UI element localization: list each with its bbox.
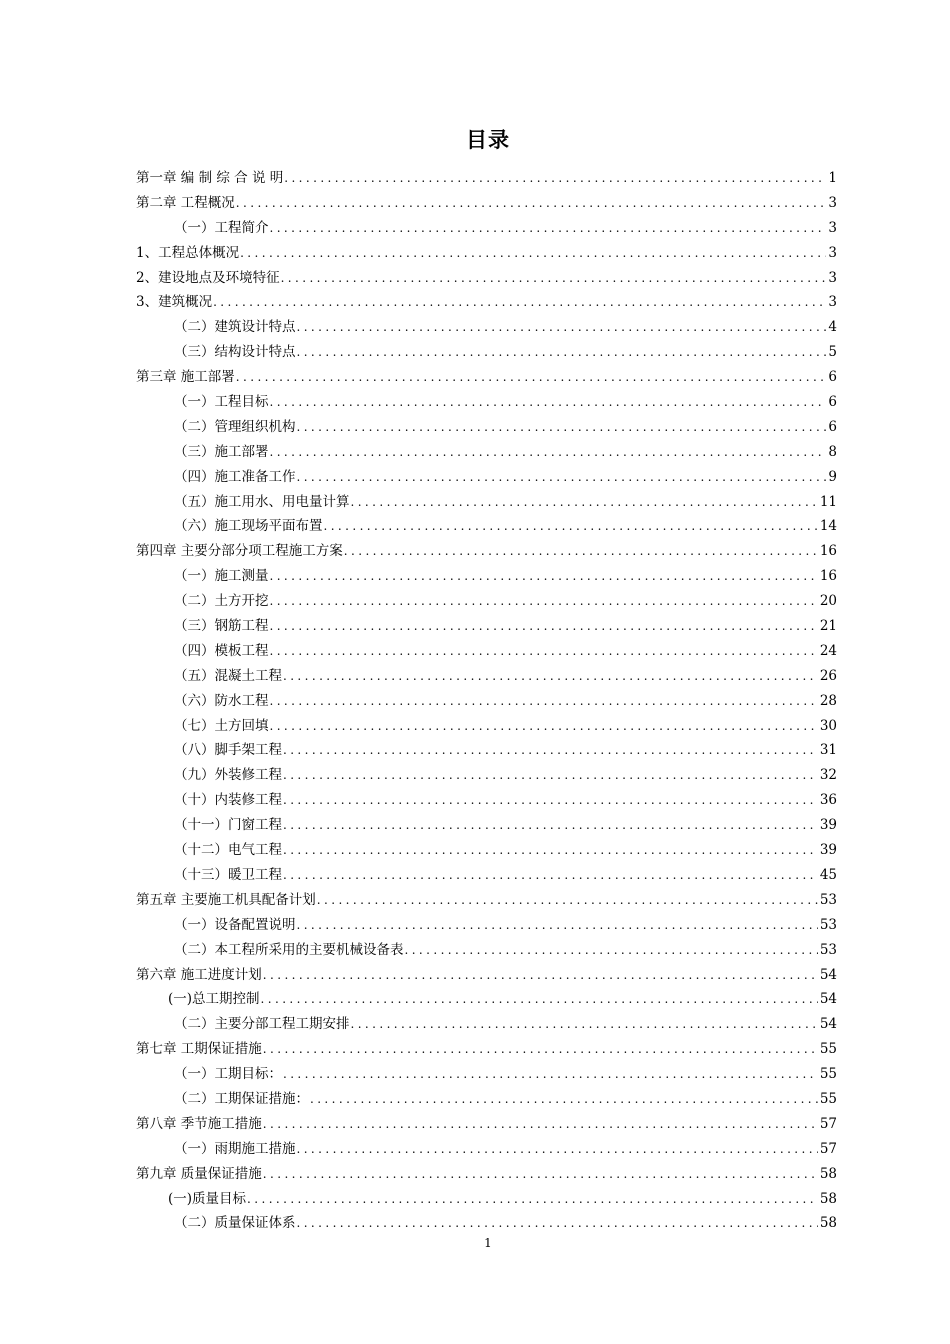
toc-entry[interactable] (136, 365, 837, 390)
toc-entry-page-number: 8 (828, 443, 837, 460)
toc-entry-label: 第一章 编 制 综 合 说 明 (136, 170, 284, 186)
toc-entry-page-number: 53 (819, 916, 837, 933)
toc-entry-label: （九）外装修工程 (174, 767, 282, 784)
toc-entry[interactable] (136, 490, 837, 515)
toc-dot-leader (270, 639, 818, 664)
toc-entry[interactable] (136, 639, 837, 664)
toc-dot-leader (261, 987, 818, 1012)
toc-entry[interactable] (136, 1137, 837, 1162)
toc-entry-page-number: 3 (828, 244, 837, 261)
toc-dot-leader (297, 465, 827, 490)
toc-dot-leader (270, 440, 827, 465)
toc-entry[interactable] (136, 1211, 837, 1236)
toc-entry-label: 第九章 质量保证措施 (136, 1165, 262, 1182)
toc-entry-page-number: 9 (828, 468, 837, 485)
toc-entry-page-number: 16 (819, 543, 837, 560)
toc-entry-label: （十二）电气工程 (174, 842, 282, 859)
toc-entry[interactable] (136, 589, 837, 614)
toc-entry-label: 2、建设地点及环境特征 (136, 269, 280, 286)
toc-entry[interactable] (136, 440, 837, 465)
toc-dot-leader (283, 813, 818, 838)
toc-entry-label: （五）混凝土工程 (174, 667, 282, 684)
toc-entry-label: （七）土方回填 (174, 717, 269, 734)
page-number: 1 (484, 1236, 492, 1250)
toc-entry[interactable] (136, 987, 837, 1012)
toc-dot-leader (297, 415, 827, 440)
toc-entry-label: 第二章 工程概况 (136, 194, 235, 211)
toc-entry-page-number: 53 (819, 891, 837, 908)
toc-dot-leader (270, 614, 818, 639)
toc-entry-label: 第五章 主要施工机具配备计划 (136, 891, 316, 908)
toc-entry-page-number: 6 (828, 394, 837, 411)
toc-entry-label: （一）施工测量 (174, 568, 269, 585)
toc-entry-label: （十三）暖卫工程 (174, 866, 282, 883)
toc-dot-leader (344, 539, 818, 564)
toc-entry-label: （六）施工现场平面布置 (174, 518, 323, 535)
toc-entry[interactable] (136, 863, 837, 888)
toc-dot-leader (240, 241, 826, 266)
toc-dot-leader (297, 1211, 818, 1236)
toc-entry-page-number: 20 (819, 593, 837, 610)
toc-entry[interactable] (136, 714, 837, 739)
toc-dot-leader (317, 888, 818, 913)
toc-entry[interactable] (136, 788, 837, 813)
toc-dot-leader (405, 938, 818, 963)
toc-dot-leader (236, 191, 827, 216)
toc-entry-page-number: 32 (819, 767, 837, 784)
toc-entry-label: （二）管理组织机构 (174, 418, 296, 435)
toc-dot-leader (297, 315, 827, 340)
toc-dot-leader (283, 738, 818, 763)
toc-entry-label: （三）钢筋工程 (174, 618, 269, 635)
toc-entry[interactable] (136, 564, 837, 589)
toc-entry-page-number: 54 (819, 991, 837, 1008)
toc-entry-label: （五）施工用水、用电量计算 (174, 493, 350, 510)
toc-entry-label: （一）工期目标： (174, 1066, 282, 1083)
toc-entry-page-number: 39 (819, 842, 837, 859)
toc-entry-page-number: 24 (819, 642, 837, 659)
toc-entry-page-number: 55 (819, 1066, 837, 1083)
toc-entry-label: 3、建筑概况 (136, 294, 213, 311)
toc-entry[interactable] (136, 465, 837, 490)
toc-entry-page-number: 14 (819, 518, 837, 535)
toc-entry-page-number: 58 (819, 1165, 837, 1182)
toc-entry[interactable] (136, 813, 837, 838)
toc-dot-leader (297, 340, 827, 365)
toc-entry[interactable] (136, 1187, 837, 1212)
toc-entry-page-number: 39 (819, 817, 837, 834)
toc-entry-label: （四）施工准备工作 (174, 468, 296, 485)
toc-entry-page-number: 36 (819, 792, 837, 809)
toc-entry-label: 1、工程总体概况 (136, 244, 240, 261)
toc-entry[interactable] (136, 539, 837, 564)
toc-entry-page-number: 3 (828, 269, 837, 286)
toc-dot-leader (263, 1112, 818, 1137)
toc-entry-page-number: 4 (828, 319, 837, 336)
toc-entry-label: （二）质量保证体系 (174, 1215, 296, 1232)
toc-dot-leader (270, 216, 827, 241)
toc-entry-page-number: 54 (819, 966, 837, 983)
toc-entry-label: 第三章 施工部署 (136, 369, 235, 386)
toc-dot-leader (283, 664, 818, 689)
toc-entry-label: （二）主要分部工程工期安排 (174, 1016, 350, 1033)
toc-entry-page-number: 55 (819, 1041, 837, 1058)
toc-entry[interactable] (136, 216, 837, 241)
toc-entry[interactable] (136, 191, 837, 216)
toc-dot-leader (297, 1137, 818, 1162)
toc-entry[interactable] (136, 1112, 837, 1137)
toc-dot-leader (283, 838, 818, 863)
toc-dot-leader (247, 1187, 818, 1212)
toc-entry[interactable] (136, 738, 837, 763)
toc-entry[interactable] (136, 689, 837, 714)
toc-dot-leader (270, 564, 818, 589)
toc-entry[interactable] (136, 514, 837, 539)
toc-entry-label: （十）内装修工程 (174, 792, 282, 809)
toc-entry-label: （四）模板工程 (174, 642, 269, 659)
toc-entry-label: 第八章 季节施工措施 (136, 1115, 262, 1132)
toc-entry-page-number: 54 (819, 1016, 837, 1033)
toc-entry-page-number: 26 (819, 667, 837, 684)
toc-entry[interactable] (136, 315, 837, 340)
toc-entry[interactable] (136, 664, 837, 689)
toc-entry-page-number: 6 (828, 418, 837, 435)
toc-entry-label: 第六章 施工进度计划 (136, 966, 262, 983)
toc-entry[interactable] (136, 938, 837, 963)
toc-dot-leader (270, 689, 818, 714)
toc-dot-leader (283, 1062, 818, 1087)
toc-entry-page-number: 11 (819, 493, 837, 510)
toc-entry[interactable] (136, 838, 837, 863)
toc-entry-page-number: 45 (819, 866, 837, 883)
toc-entry-label: （一）雨期施工措施 (174, 1140, 296, 1157)
toc-entry-label: 第四章 主要分部分项工程施工方案 (136, 543, 343, 560)
toc-entry[interactable] (136, 1037, 837, 1062)
toc-entry[interactable] (136, 1062, 837, 1087)
toc-dot-leader (351, 1012, 818, 1037)
toc-entry-page-number: 30 (819, 717, 837, 734)
table-of-contents (136, 166, 837, 1236)
toc-entry-page-number: 58 (819, 1190, 837, 1207)
toc-entry-page-number: 21 (819, 618, 837, 635)
toc-entry-page-number: 5 (828, 344, 837, 361)
toc-dot-leader (283, 788, 818, 813)
toc-entry-page-number: 55 (819, 1090, 837, 1107)
toc-entry-label: （三）施工部署 (174, 443, 269, 460)
toc-dot-leader (213, 290, 826, 315)
toc-entry-label: （六）防水工程 (174, 692, 269, 709)
toc-entry-page-number: 58 (819, 1215, 837, 1232)
toc-dot-leader (310, 1087, 818, 1112)
toc-entry[interactable] (136, 888, 837, 913)
toc-entry[interactable] (136, 763, 837, 788)
toc-dot-leader (263, 1037, 818, 1062)
toc-entry[interactable] (136, 266, 837, 291)
toc-dot-leader (263, 1162, 818, 1187)
toc-dot-leader (283, 863, 818, 888)
toc-entry[interactable] (136, 241, 837, 266)
toc-entry-page-number: 57 (819, 1140, 837, 1157)
toc-entry-page-number: 3 (828, 194, 837, 211)
toc-dot-leader (283, 763, 818, 788)
toc-dot-leader (281, 266, 827, 291)
toc-entry[interactable] (136, 415, 837, 440)
toc-entry-page-number: 3 (828, 219, 837, 236)
toc-entry-label: 第七章 工期保证措施 (136, 1041, 262, 1058)
toc-entry[interactable] (136, 913, 837, 938)
toc-entry[interactable] (136, 1012, 837, 1037)
toc-entry-label: （二）本工程所采用的主要机械设备表 (174, 941, 404, 958)
toc-entry-page-number: 6 (828, 369, 837, 386)
toc-entry-page-number: 16 (819, 568, 837, 585)
toc-entry-label: （一）工程简介 (174, 219, 269, 236)
toc-entry-label: （二）建筑设计特点 (174, 319, 296, 336)
toc-entry[interactable] (136, 340, 837, 365)
toc-entry[interactable] (136, 963, 837, 988)
toc-dot-leader (297, 913, 818, 938)
toc-dot-leader (351, 490, 818, 515)
toc-entry-label: （十一）门窗工程 (174, 817, 282, 834)
toc-entry[interactable] (136, 290, 837, 315)
toc-entry-page-number: 1 (828, 170, 837, 186)
toc-entry-page-number: 53 (819, 941, 837, 958)
toc-entry-label: （二）工期保证措施： (174, 1090, 309, 1107)
page-title: 目录 (466, 128, 510, 152)
toc-dot-leader (324, 514, 818, 539)
toc-dot-leader (284, 166, 826, 191)
toc-dot-leader (270, 589, 818, 614)
toc-dot-leader (270, 714, 818, 739)
toc-dot-leader (263, 963, 818, 988)
toc-entry[interactable] (136, 1162, 837, 1187)
toc-entry-label: （二）土方开挖 (174, 593, 269, 610)
toc-entry-page-number: 57 (819, 1115, 837, 1132)
toc-entry-label: (一)质量目标 (168, 1190, 247, 1207)
toc-entry[interactable] (136, 166, 837, 191)
toc-dot-leader (236, 365, 827, 390)
toc-entry[interactable] (136, 1087, 837, 1112)
toc-entry-label: （八）脚手架工程 (174, 742, 282, 759)
toc-dot-leader (270, 390, 827, 415)
toc-entry[interactable] (136, 390, 837, 415)
toc-entry-label: （一）工程目标 (174, 394, 269, 411)
toc-entry-page-number: 28 (819, 692, 837, 709)
toc-entry-label: （一）设备配置说明 (174, 916, 296, 933)
toc-entry-label: （三）结构设计特点 (174, 344, 296, 361)
toc-entry-label: (一)总工期控制 (168, 991, 260, 1008)
toc-entry[interactable] (136, 614, 837, 639)
toc-entry-page-number: 3 (828, 294, 837, 311)
toc-entry-page-number: 31 (819, 742, 837, 759)
